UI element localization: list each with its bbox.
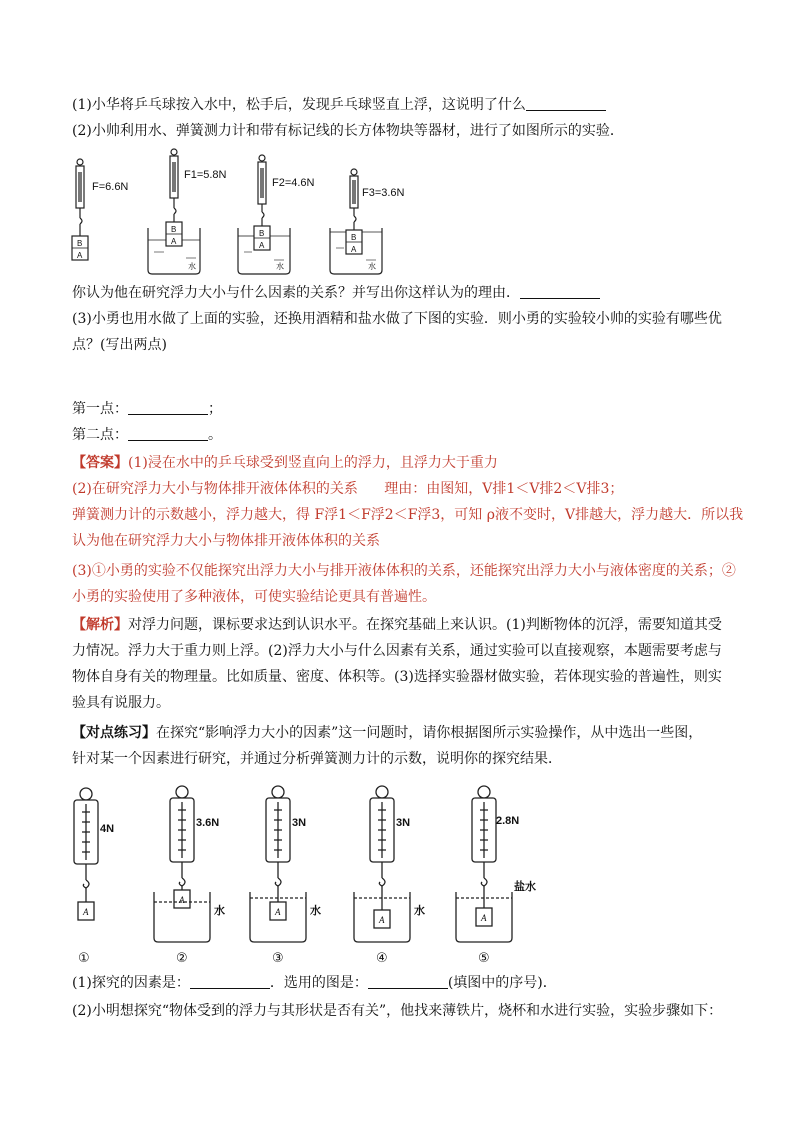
fig1-label-2: F1=5.8N — [184, 169, 227, 181]
block-a: A — [179, 895, 185, 905]
block-a: A — [275, 907, 281, 917]
fig-number-3: ③ — [272, 951, 284, 966]
liquid-3: 水 — [310, 905, 321, 917]
water-label: 水 — [368, 262, 376, 271]
answer-blank[interactable] — [526, 96, 606, 111]
block-label-a: A — [259, 241, 265, 250]
fig-number-1: ① — [78, 951, 90, 966]
liquid-2: 水 — [214, 905, 225, 917]
question-2: (2)小帅利用水、弹簧测力计和带有标记线的长方体物块等器材，进行了如图所示的实验． — [72, 123, 624, 139]
question-3a: (3)小勇也用水做了上面的实验，还换用酒精和盐水做了下图的实验．则小勇的实验较小帅的实验有哪些优 — [72, 311, 722, 327]
reading-2: 3.6N — [196, 817, 220, 829]
fig-number-4: ④ — [376, 951, 388, 966]
spring-scale-c — [250, 786, 306, 942]
answer-blank[interactable] — [520, 284, 600, 299]
block-a: A — [379, 915, 385, 925]
answer-line-3: 弹簧测力计的示数越小，浮力越大，得 F浮1＜F浮2＜F浮3，可知 ρ液不变时，V排越大，浮力越大．所以我 — [72, 507, 744, 523]
block-label-b: B — [171, 225, 177, 234]
reading-3: 3N — [292, 817, 307, 829]
question-3b: 点？(写出两点) — [72, 337, 167, 353]
analysis-tag: 【解析】 — [72, 617, 128, 633]
block-label-b: B — [259, 229, 265, 238]
spring-scale-4 — [330, 169, 382, 274]
block-label-b: B — [77, 239, 83, 248]
spring-scale-a — [74, 788, 98, 920]
fig1-label-4: F3=3.6N — [362, 187, 405, 199]
block-a: A — [481, 913, 487, 923]
fig-number-5: ⑤ — [478, 951, 490, 966]
practice-line-2: 针对某一个因素进行研究，并通过分析弹簧测力计的示数，说明你的探究结果． — [72, 751, 562, 767]
answer-line-1: 【答案】(1)浸在水中的乒乓球受到竖直向上的浮力，且浮力大于重力 — [72, 455, 498, 471]
answer-blank[interactable] — [128, 426, 208, 441]
answer-blank[interactable] — [368, 974, 448, 989]
practice-line-1: 【对点练习】在探究“影响浮力大小的因素”这一问题时，请你根据图所示实验操作，从中选出一些图， — [72, 725, 703, 741]
block-label-a: A — [171, 237, 177, 246]
answer-blank[interactable] — [190, 974, 270, 989]
fig1-label-3: F2=4.6N — [272, 177, 315, 189]
water-label: 水 — [276, 262, 284, 271]
liquid-5: 盐水 — [514, 881, 536, 893]
answer-line-4: 认为他在研究浮力大小与物体排开液体体积的关系 — [72, 533, 380, 549]
practice-tag: 【对点练习】 — [72, 725, 156, 741]
spring-scale-b — [154, 786, 210, 942]
block-label-a: A — [351, 245, 357, 254]
block-label-a: A — [77, 251, 83, 260]
answer-tag: 【答案】 — [72, 455, 128, 471]
water-label: 水 — [188, 262, 196, 271]
answer-line-6: 小勇的实验使用了多种液体，可使实验结论更具有普遍性。 — [72, 589, 436, 605]
question-1: (1)小华将乒乓球按入水中，松手后，发现乒乓球竖直上浮，这说明了什么 — [72, 94, 606, 116]
answer-blank[interactable] — [128, 400, 208, 415]
block-a: A — [83, 907, 89, 917]
reading-1: 4N — [100, 823, 115, 835]
fig-number-2: ② — [176, 951, 188, 966]
spring-scale-2 — [148, 149, 200, 274]
analysis-line-1: 【解析】对浮力问题，课标要求达到认识水平。在探究基础上来认识。(1)判断物体的沉浮，需要知道其受 — [72, 617, 722, 633]
liquid-4: 水 — [414, 905, 425, 917]
point-1: 第一点： ； — [72, 401, 222, 417]
point-2: 第二点： 。 — [72, 427, 222, 443]
analysis-line-4: 验具有说服力。 — [72, 695, 170, 711]
reading-4: 3N — [396, 817, 411, 829]
answer-line-2: (2)在研究浮力大小与物体排开液体体积的关系 理由：由图知，V排1＜V排2＜V排3； — [72, 481, 624, 497]
practice-question-2: (2)小明想探究“物体受到的浮力与其形状是否有关”，他找来薄铁片，烧杯和水进行实验，实验步骤如下： — [72, 1003, 723, 1019]
figure-spring-scale-experiment — [68, 148, 428, 278]
fig1-label-1: F=6.6N — [92, 181, 129, 193]
block-label-b: B — [351, 233, 357, 242]
spring-scale-3 — [238, 155, 290, 274]
figure-buoyancy-experiment — [60, 778, 560, 968]
question-2b: 你认为他在研究浮力大小与什么因素的关系？并写出你这样认为的理由． — [72, 282, 600, 304]
practice-question-1: (1)探究的因素是： ．选用的图是： (填图中的序号)． — [72, 975, 557, 991]
answer-line-5: (3)①小勇的实验不仅能探究出浮力大小与排开液体体积的关系，还能探究出浮力大小与液体密度的关系；② — [72, 563, 736, 579]
analysis-line-3: 物体自身有关的物理量。比如质量、密度、体积等。(3)选择实验器材做实验，若体现实验的普遍性，则实 — [72, 669, 722, 685]
reading-5: 2.8N — [496, 815, 520, 827]
analysis-line-2: 力情况。浮力大于重力则上浮。(2)浮力大小与什么因素有关系，通过实验可以直接观察，本题需要考虑与 — [72, 643, 722, 659]
